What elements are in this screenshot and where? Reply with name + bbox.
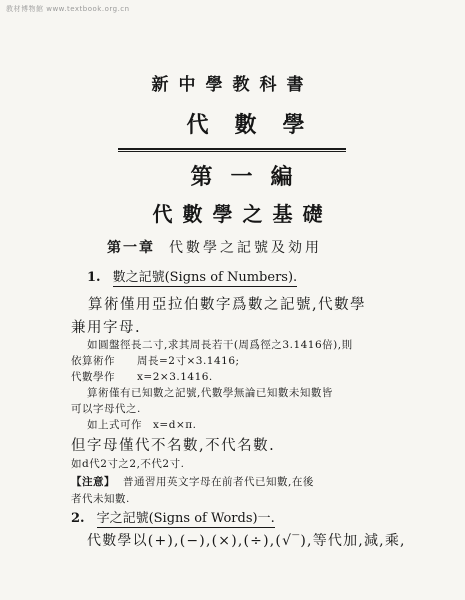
part-title: 代數學之基礎 [152,202,333,226]
body-line: 代數學以(+),(−),(×),(÷),(√‾),等代加,減,乘, [87,533,406,549]
body-line: 者代未知數. [71,493,130,505]
body-line: 兼用字母. [71,320,142,336]
body-line: 可以字母代之. [71,403,141,415]
section-1-heading [87,266,297,285]
note-line [71,474,314,489]
chapter-heading [107,237,322,257]
body-line: 代數學作 x=2×3.1416. [71,371,213,383]
body-line: 依算術作 周長=2寸×3.1416; [71,355,240,367]
body-line: 如d代2寸之2,不代2寸. [71,458,185,470]
section-number: 1. [87,270,101,285]
body-line: 算術僅用亞拉伯數字爲數之記號,代數學 [88,297,367,313]
chapter-title: 代數學之記號及効用 [169,240,322,256]
section-number: 2. [71,511,85,526]
section-2-heading [71,507,275,526]
book-title: 代數學 [186,112,331,138]
title-rule [118,148,346,150]
section-title: 字之記號(Signs of Words)一. [96,511,275,526]
body-line: 算術僅有已知數之記號,代數學無論已知數未知數皆 [87,387,333,399]
part-heading: 第一編 [190,164,311,190]
body-line: 如上式可作 x=d×π. [87,419,197,431]
note-text: 普通習用英文字母在前者代已知數,在後 [123,476,314,488]
note-label: 【注意】 [71,476,115,488]
body-line: 但字母僅代不名數,不代名數. [71,438,276,454]
title-rule-thin [118,151,346,152]
body-line: 如圓盤徑長二寸,求其周長若干(周爲徑之3.1416倍),則 [87,339,353,351]
chapter-number: 第一章 [107,240,155,256]
watermark: 教材博物館 www.textbook.org.cn [6,5,130,13]
series-title: 新中學教科書 [151,75,314,95]
section-title: 數之記號(Signs of Numbers). [112,270,298,285]
